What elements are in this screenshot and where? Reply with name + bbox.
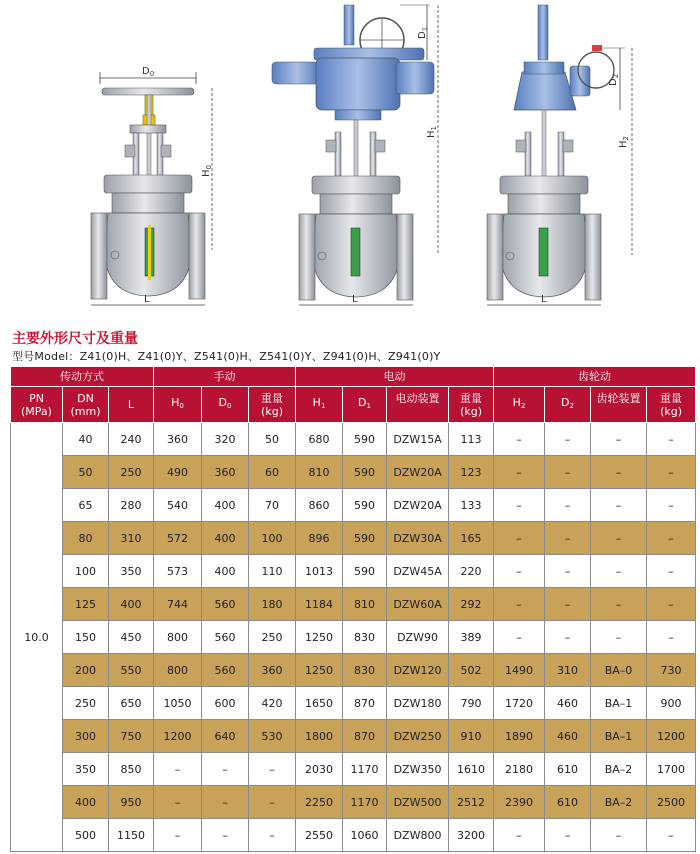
table-cell: – <box>591 489 647 522</box>
model-line: 型号Model：Z41(0)H、Z41(0)Y、Z541(0)H、Z541(0)Y、Z941(0)H、Z941(0)Y <box>12 350 441 363</box>
table-cell: 950 <box>109 786 154 819</box>
electric-valve-drawing <box>272 5 438 305</box>
table-cell: – <box>494 555 545 588</box>
table-cell: DZW45A <box>387 555 449 588</box>
table-cell: 1890 <box>494 720 545 753</box>
table-cell: 400 <box>202 489 249 522</box>
table-cell: BA–2 <box>591 786 647 819</box>
table-cell: 572 <box>154 522 202 555</box>
table-cell: 70 <box>249 489 296 522</box>
table-cell: 550 <box>109 654 154 687</box>
table-cell: – <box>494 621 545 654</box>
table-cell: DZW20A <box>387 456 449 489</box>
table-cell: 400 <box>202 522 249 555</box>
table-cell: 590 <box>343 423 387 456</box>
table-cell: 60 <box>249 456 296 489</box>
table-cell: – <box>249 753 296 786</box>
table-cell: – <box>647 621 696 654</box>
table-cell: – <box>202 819 249 852</box>
header-d2: $D_2$ <box>545 387 591 423</box>
header-actuator: 电动装置 <box>387 387 449 423</box>
table-cell: – <box>202 786 249 819</box>
table-cell: – <box>494 423 545 456</box>
header-d0: $D_0$ <box>202 387 249 423</box>
table-cell: 800 <box>154 621 202 654</box>
table-cell: 65 <box>63 489 109 522</box>
dim-l-gear-label: L <box>541 294 547 305</box>
table-row <box>11 621 696 654</box>
header-drive: 传动方式 <box>11 367 154 387</box>
table-cell: 200 <box>63 654 109 687</box>
header-manual: 手动 <box>154 367 296 387</box>
table-body <box>11 423 696 852</box>
table-cell: 800 <box>154 654 202 687</box>
table-cell: – <box>545 489 591 522</box>
header-dn: DN (mm) <box>63 387 109 423</box>
table-cell: 1610 <box>449 753 494 786</box>
table-cell: 2250 <box>296 786 343 819</box>
header-gear: 齿轮动 <box>494 367 696 387</box>
table-cell: – <box>494 522 545 555</box>
table-cell: 2512 <box>449 786 494 819</box>
table-cell: 900 <box>647 687 696 720</box>
table-row <box>11 819 696 852</box>
table-cell: 870 <box>343 720 387 753</box>
table-cell: 450 <box>109 621 154 654</box>
table-cell: 830 <box>343 654 387 687</box>
table-cell: – <box>647 423 696 456</box>
table-cell: – <box>202 753 249 786</box>
table-cell: – <box>545 621 591 654</box>
table-cell: DZW90 <box>387 621 449 654</box>
table-row <box>11 588 696 621</box>
table-cell: 310 <box>545 654 591 687</box>
table-cell: 80 <box>63 522 109 555</box>
header-weight-manual: 重量 (kg) <box>249 387 296 423</box>
table-cell: 500 <box>63 819 109 852</box>
table-cell: – <box>494 456 545 489</box>
table-cell: DZW350 <box>387 753 449 786</box>
table-cell: 165 <box>449 522 494 555</box>
table-row <box>11 753 696 786</box>
table-cell: 1250 <box>296 654 343 687</box>
header-group-row <box>11 367 696 387</box>
table-cell: 40 <box>63 423 109 456</box>
table-cell: 50 <box>249 423 296 456</box>
table-cell: 1800 <box>296 720 343 753</box>
table-cell: 730 <box>647 654 696 687</box>
table-cell: 810 <box>343 588 387 621</box>
table-cell: 360 <box>202 456 249 489</box>
table-cell: 490 <box>154 456 202 489</box>
table-cell: 320 <box>202 423 249 456</box>
table-cell: 2180 <box>494 753 545 786</box>
table-cell: 360 <box>154 423 202 456</box>
header-gearbox: 齿轮装置 <box>591 387 647 423</box>
table-cell: 750 <box>109 720 154 753</box>
table-cell: 502 <box>449 654 494 687</box>
header-l: L <box>109 387 154 423</box>
table-cell: 250 <box>249 621 296 654</box>
dim-l-manual-label: L <box>144 294 150 305</box>
header-column-row <box>11 387 696 423</box>
table-cell: – <box>545 588 591 621</box>
table-cell: 590 <box>343 522 387 555</box>
table-cell: DZW120 <box>387 654 449 687</box>
table-row <box>11 654 696 687</box>
table-cell: – <box>154 786 202 819</box>
table-row <box>11 555 696 588</box>
table-cell: DZW20A <box>387 489 449 522</box>
table-cell: 400 <box>109 588 154 621</box>
table-cell: 530 <box>249 720 296 753</box>
table-cell: – <box>591 819 647 852</box>
dim-d2-label: $D_2$ <box>608 73 620 86</box>
header-h1: $H_1$ <box>296 387 343 423</box>
table-cell: – <box>591 456 647 489</box>
header-weight-gear: 重量 (kg) <box>647 387 696 423</box>
table-cell: 280 <box>109 489 154 522</box>
table-cell: – <box>591 423 647 456</box>
table-cell: – <box>591 555 647 588</box>
table-cell: DZW30A <box>387 522 449 555</box>
table-cell: 850 <box>109 753 154 786</box>
table-cell: – <box>545 456 591 489</box>
table-cell: 860 <box>296 489 343 522</box>
table-cell: – <box>591 621 647 654</box>
dim-l-electric-label: L <box>352 294 358 305</box>
table-cell: 292 <box>449 588 494 621</box>
valve-drawings <box>0 0 700 320</box>
table-cell: – <box>647 555 696 588</box>
header-weight-electric: 重量 (kg) <box>449 387 494 423</box>
table-cell: – <box>154 819 202 852</box>
table-cell: 2030 <box>296 753 343 786</box>
table-cell: 1013 <box>296 555 343 588</box>
table-cell: 3200 <box>449 819 494 852</box>
table-cell: BA–2 <box>591 753 647 786</box>
table-cell: 610 <box>545 753 591 786</box>
table-row <box>11 489 696 522</box>
table-cell: 1170 <box>343 786 387 819</box>
table-cell: 123 <box>449 456 494 489</box>
gear-valve-drawing <box>487 5 632 305</box>
table-cell: DZW800 <box>387 819 449 852</box>
table-cell: – <box>545 423 591 456</box>
table-cell: 1050 <box>154 687 202 720</box>
table-row <box>11 720 696 753</box>
table-cell: 590 <box>343 555 387 588</box>
table-cell: – <box>591 522 647 555</box>
table-cell: 573 <box>154 555 202 588</box>
table-cell: 360 <box>249 654 296 687</box>
table-cell: 1650 <box>296 687 343 720</box>
table-cell: 680 <box>296 423 343 456</box>
table-cell: 100 <box>249 522 296 555</box>
dim-h1-label: $H_1$ <box>426 126 438 138</box>
table-cell: 2390 <box>494 786 545 819</box>
table-cell: – <box>545 522 591 555</box>
table-cell: 1700 <box>647 753 696 786</box>
page-title: 主要外形尺寸及重量 <box>12 331 138 347</box>
table-cell: 910 <box>449 720 494 753</box>
table-cell: 810 <box>296 456 343 489</box>
dim-d1-label: $D_1$ <box>417 26 429 39</box>
dim-d0-label: $D_0$ <box>142 66 155 78</box>
table-row <box>11 456 696 489</box>
table-row <box>11 522 696 555</box>
table-cell: 113 <box>449 423 494 456</box>
table-cell: DZW500 <box>387 786 449 819</box>
manual-valve-drawing <box>91 66 213 305</box>
table-cell: 110 <box>249 555 296 588</box>
table-cell: 300 <box>63 720 109 753</box>
table-cell: 540 <box>154 489 202 522</box>
table-cell: 790 <box>449 687 494 720</box>
table-cell: – <box>647 819 696 852</box>
table-cell: 350 <box>109 555 154 588</box>
table-cell: 460 <box>545 720 591 753</box>
table-cell: 400 <box>63 786 109 819</box>
table-cell: 125 <box>63 588 109 621</box>
table-cell: 896 <box>296 522 343 555</box>
table-cell: 1060 <box>343 819 387 852</box>
table-cell: DZW180 <box>387 687 449 720</box>
table-cell: 560 <box>202 621 249 654</box>
table-cell: 420 <box>249 687 296 720</box>
table-cell: – <box>545 819 591 852</box>
table-cell: – <box>494 819 545 852</box>
table-cell: 560 <box>202 654 249 687</box>
dimension-weight-table <box>10 366 696 852</box>
table-cell: 590 <box>343 489 387 522</box>
table-cell: 240 <box>109 423 154 456</box>
table-cell: – <box>647 456 696 489</box>
table-cell: 610 <box>545 786 591 819</box>
table-cell: 250 <box>109 456 154 489</box>
table-cell: 1490 <box>494 654 545 687</box>
table-cell: 1150 <box>109 819 154 852</box>
table-row <box>11 786 696 819</box>
table-cell: 744 <box>154 588 202 621</box>
table-cell: BA–0 <box>591 654 647 687</box>
table-cell: 220 <box>449 555 494 588</box>
table-cell: 250 <box>63 687 109 720</box>
table-cell: 640 <box>202 720 249 753</box>
table-cell: – <box>545 555 591 588</box>
table-cell: 350 <box>63 753 109 786</box>
table-cell: 460 <box>545 687 591 720</box>
table-cell: 590 <box>343 456 387 489</box>
table-cell: 1250 <box>296 621 343 654</box>
table-row <box>11 687 696 720</box>
table-cell: BA–1 <box>591 687 647 720</box>
header-electric: 电动 <box>296 367 494 387</box>
dim-h0-label: $H_0$ <box>201 165 213 177</box>
table-cell: 1170 <box>343 753 387 786</box>
table-row <box>11 423 696 456</box>
table-cell: 650 <box>109 687 154 720</box>
table-cell: 100 <box>63 555 109 588</box>
table-cell: – <box>249 819 296 852</box>
table-cell: – <box>647 522 696 555</box>
header-h2: $H_2$ <box>494 387 545 423</box>
table-cell: 50 <box>63 456 109 489</box>
pn-cell: 10.0 <box>11 423 63 852</box>
header-h0: $H_0$ <box>154 387 202 423</box>
table-cell: 1184 <box>296 588 343 621</box>
table-cell: 600 <box>202 687 249 720</box>
table-cell: DZW60A <box>387 588 449 621</box>
table-cell: 870 <box>343 687 387 720</box>
table-cell: 2550 <box>296 819 343 852</box>
table-cell: – <box>591 588 647 621</box>
table-cell: 1720 <box>494 687 545 720</box>
table-cell: 400 <box>202 555 249 588</box>
table-cell: – <box>494 489 545 522</box>
table-cell: 1200 <box>647 720 696 753</box>
table-cell: 1200 <box>154 720 202 753</box>
dim-h2-label: $H_2$ <box>618 136 630 148</box>
table-cell: – <box>647 588 696 621</box>
table-cell: 830 <box>343 621 387 654</box>
table-cell: 180 <box>249 588 296 621</box>
header-d1: $D_1$ <box>343 387 387 423</box>
table-cell: 560 <box>202 588 249 621</box>
table-cell: DZW250 <box>387 720 449 753</box>
table-cell: 310 <box>109 522 154 555</box>
table-cell: 389 <box>449 621 494 654</box>
table-cell: DZW15A <box>387 423 449 456</box>
table-cell: – <box>249 786 296 819</box>
table-cell: 150 <box>63 621 109 654</box>
table-cell: – <box>154 753 202 786</box>
table-cell: 133 <box>449 489 494 522</box>
table-cell: BA–1 <box>591 720 647 753</box>
table-cell: – <box>647 489 696 522</box>
table-cell: 2500 <box>647 786 696 819</box>
table-cell: – <box>494 588 545 621</box>
header-pn: PN (MPa) <box>11 387 63 423</box>
